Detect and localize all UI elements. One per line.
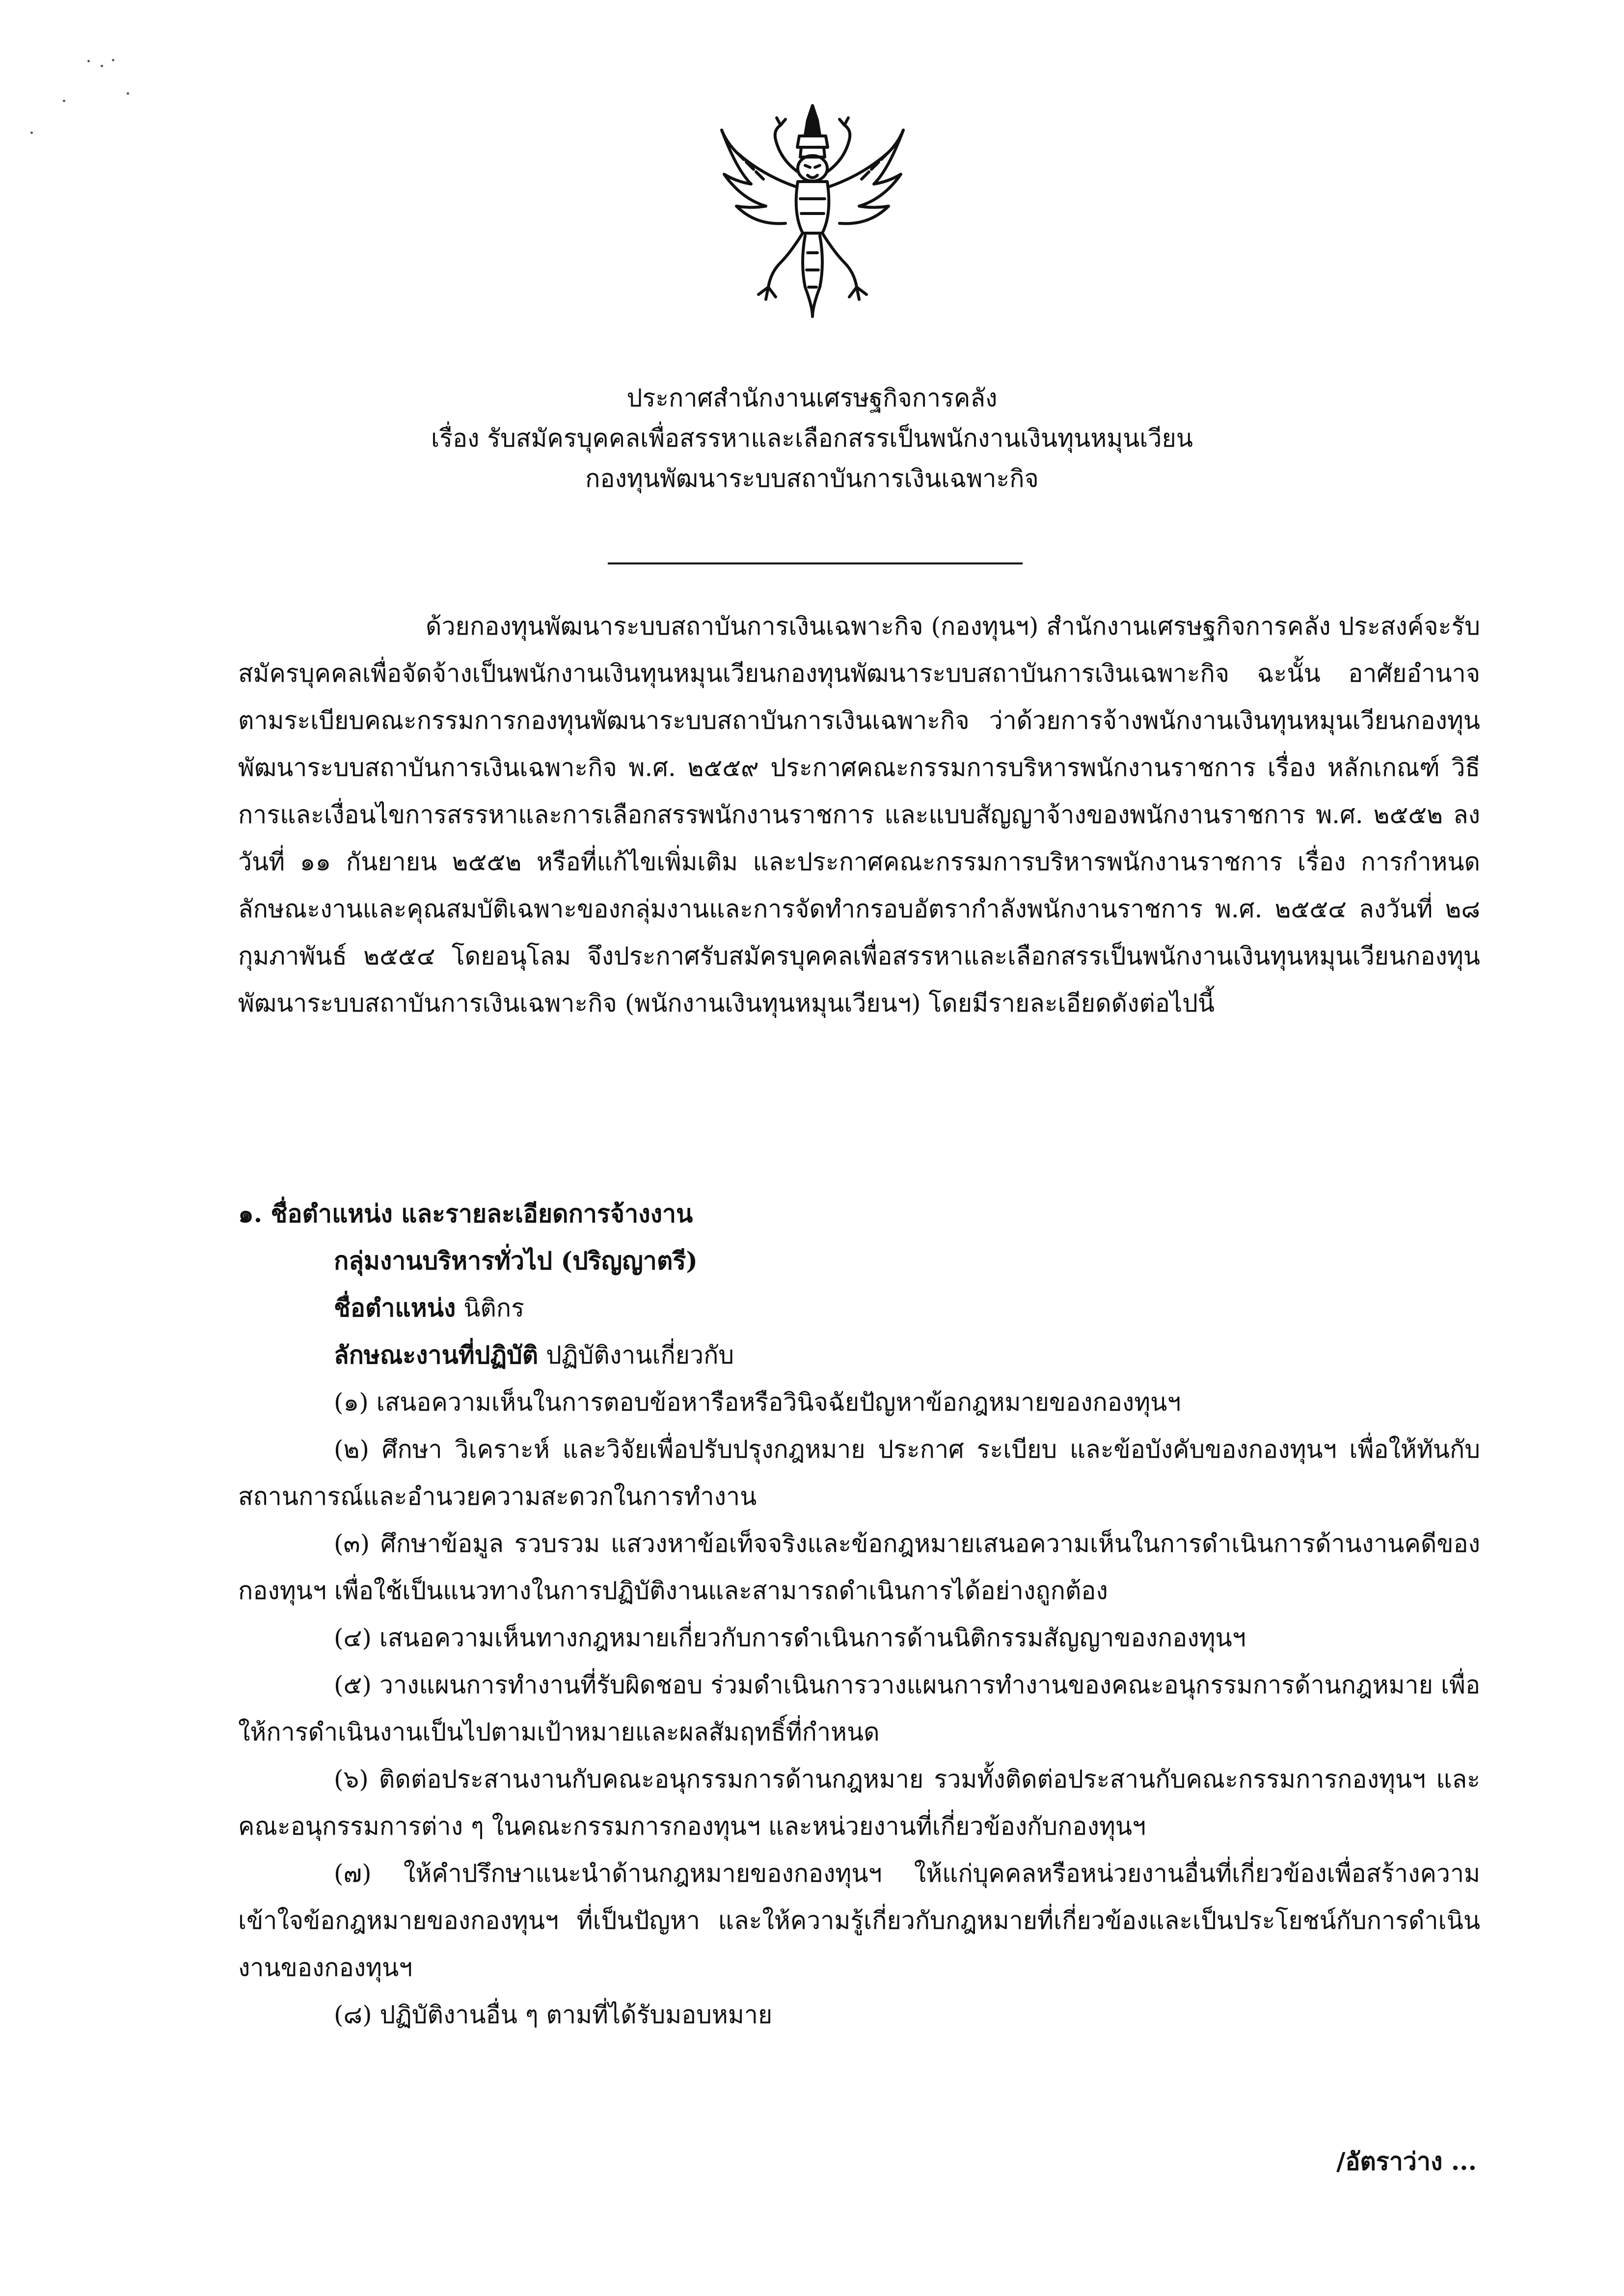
duties-list <box>238 1379 1480 2038</box>
scan-speck <box>112 59 114 61</box>
duty-item: (๑) เสนอความเห็นในการตอบข้อหารือหรือวินิจฉัยปัญหาข้อกฎหมายของกองทุนฯ <box>334 1388 1181 1416</box>
duty-item: (๕) วางแผนการทำงานที่รับผิดชอบ ร่วมดำเนินการวางแผนการทำงานของคณะอนุกรรมการด้านกฎหมาย เพื่อให้การดำเนินงานเป็นไปตามเป้าหมายและผลสัมฤทธิ์ที่กำหนด <box>238 1671 1480 1746</box>
position-value: นิติกร <box>463 1294 524 1322</box>
job-group: กลุ่มงานบริหารทั่วไป (ปริญญาตรี) <box>334 1246 698 1275</box>
scan-speck <box>101 65 103 67</box>
duties-line <box>334 1332 734 1379</box>
position-line <box>334 1284 524 1332</box>
scan-speck <box>87 60 90 62</box>
garuda-emblem-icon <box>707 101 918 321</box>
announcement-title <box>147 378 1477 499</box>
scan-speck <box>30 132 33 134</box>
duty-item: (๗) ให้คำปรึกษาแนะนำด้านกฎหมายของกองทุนฯ ให้แก่บุคคลหรือหน่วยงานอื่นที่เกี่ยวข้องเพื่อสร้างความเข้าใจข้อกฎหมายของกองทุนฯ ที่เป็นปัญหา และให้ความรู้เกี่ยวกับกฎหมายที่เกี่ยวข้องและเป็นประโยชน์กับการดำเนินงานของกองทุนฯ <box>238 1859 1480 1982</box>
duty-item: (๖) ติดต่อประสานงานกับคณะอนุกรรมการด้านกฎหมาย รวมทั้งติดต่อประสานกับคณะกรรมการกองทุนฯ และคณะอนุกรรมการต่าง ๆ ในคณะกรรมการกองทุนฯ และหน่วยงานที่เกี่ยวข้องกับกองทุนฯ <box>238 1765 1480 1841</box>
duty-item: (๘) ปฏิบัติงานอื่น ๆ ตามที่ได้รับมอบหมาย <box>334 2001 773 2029</box>
duties-value: ปฏิบัติงานเกี่ยวกับ <box>546 1341 734 1369</box>
title-fund: กองทุนพัฒนาระบบสถาบันการเงินเฉพาะกิจ <box>585 464 1039 493</box>
duty-item: (๒) ศึกษา วิเคราะห์ และวิจัยเพื่อปรับปรุงกฎหมาย ประกาศ ระเบียบ และข้อบังคับของกองทุนฯ เพื่อให้ทันกับสถานการณ์และอำนวยความสะดวกในการทำงาน <box>238 1435 1480 1511</box>
position-label: ชื่อตำแหน่ง <box>334 1293 456 1322</box>
scan-speck <box>63 100 65 102</box>
continuation-marker: /อัตราว่าง ... <box>1336 2147 1477 2176</box>
duties-label: ลักษณะงานที่ปฏิบัติ <box>334 1340 539 1369</box>
intro-section <box>238 603 1480 1027</box>
section1-heading: ๑. ชื่อตำแหน่ง และรายละเอียดการจ้างงาน <box>238 1199 693 1228</box>
intro-paragraph: ด้วยกองทุนพัฒนาระบบสถาบันการเงินเฉพาะกิจ (กองทุนฯ) สำนักงานเศรษฐกิจการคลัง ประสงค์จะรับสมัครบุคคลเพื่อจัดจ้างเป็นพนักงานเงินทุนหมุนเวียนกองทุนพัฒนาระบบสถาบันการเงินเฉพาะกิจ ฉะนั้น อาศัยอำนาจตามระเบียบคณะกรรมการกองทุนพัฒนาระบบสถาบันการเงินเฉพาะกิจ ว่าด้วยการจ้างพนักงานเงินทุนหมุนเวียนกองทุนพัฒนาระบบสถาบันการเงินเฉพาะกิจ พ.ศ. ๒๕๕๙ ประกาศคณะกรรมการบริหารพนักงานราชการ เรื่อง หลักเกณฑ์ วิธีการและเงื่อนไขการสรรหาและการเลือกสรรพนักงานราชการ และแบบสัญญาจ้างของพนักงานราชการ พ.ศ. ๒๕๕๒ ลงวันที่ ๑๑ กันยายน ๒๕๕๒ หรือที่แก้ไขเพิ่มเติม และประกาศคณะกรรมการบริหารพนักงานราชการ เรื่อง การกำหนดลักษณะงานและคุณสมบัติเฉพาะของกลุ่มงานและการจัดทำกรอบอัตรากำลังพนักงานราชการ พ.ศ. ๒๕๕๔ ลงวันที่ ๒๘ กุมภาพันธ์ ๒๕๕๔ โดยอนุโลม จึงประกาศรับสมัครบุคคลเพื่อสรรหาและเลือกสรรเป็นพนักงานเงินทุนหมุนเวียนกองทุนพัฒนาระบบสถาบันการเงินเฉพาะกิจ (พนักงานเงินทุนหมุนเวียนฯ) โดยมีรายละเอียดดังต่อไปนี้ <box>238 612 1480 1017</box>
title-subject: เรื่อง รับสมัครบุคคลเพื่อสรรหาและเลือกสรรเป็นพนักงานเงินทุนหมุนเวียน <box>431 424 1193 453</box>
scan-speck <box>127 92 129 95</box>
title-issuer: ประกาศสำนักงานเศรษฐกิจการคลัง <box>626 384 998 412</box>
duty-item: (๔) เสนอความเห็นทางกฎหมายเกี่ยวกับการดำเนินการด้านนิติกรรมสัญญาของกองทุนฯ <box>334 1624 1246 1652</box>
title-divider <box>608 562 1023 564</box>
duty-item: (๓) ศึกษาข้อมูล รวบรวม แสวงหาข้อเท็จจริงและข้อกฎหมายเสนอความเห็นในการดำเนินการด้านงานคดีของกองทุนฯ เพื่อใช้เป็นแนวทางในการปฏิบัติงานและสามารถดำเนินการได้อย่างถูกต้อง <box>238 1529 1480 1605</box>
